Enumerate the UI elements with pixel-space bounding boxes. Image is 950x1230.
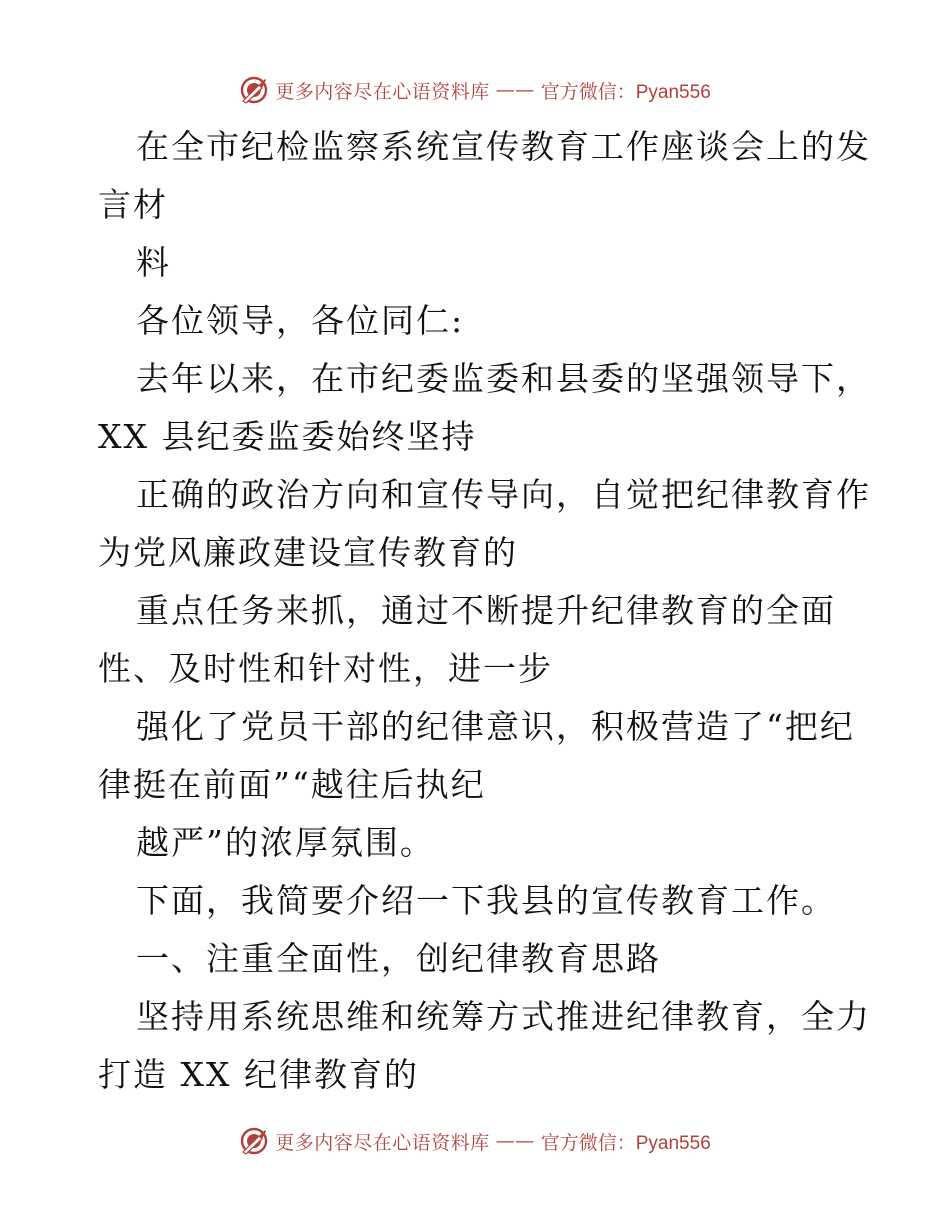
- pen-logo-icon: [239, 1126, 269, 1156]
- watermark-wechat: 官方微信：Pyan556: [540, 81, 711, 103]
- text-line: 一、注重全面性，创纪律教育思路: [136, 939, 661, 978]
- text-line: 各位领导，各位同仁:: [136, 301, 465, 340]
- text-line: 正确的政治方向和宣传导向，自觉把纪律教育作: [136, 475, 871, 514]
- watermark-brand: 更多内容尽在心语资料库: [275, 1131, 490, 1154]
- document-body: [98, 118, 871, 1104]
- footer-watermark: [0, 1121, 950, 1161]
- text-line: 律挺在前面”“越往后执纪: [98, 765, 486, 804]
- text-line: 坚持用系统思维和统筹方式推进纪律教育，全力: [136, 997, 871, 1036]
- text-line: 越严”的浓厚氛围。: [136, 823, 435, 862]
- text-line: 重点任务来抓，通过不断提升纪律教育的全面: [136, 591, 836, 630]
- text-line: 料: [136, 243, 171, 282]
- watermark-dash: ——: [495, 1130, 535, 1152]
- text-line: 性、及时性和针对性，进一步: [98, 649, 553, 688]
- text-line: XX 县纪委监委始终坚持: [98, 417, 477, 456]
- text-line: 为党风廉政建设宣传教育的: [98, 533, 518, 572]
- watermark-wechat: 官方微信：Pyan556: [540, 1132, 711, 1154]
- pen-logo-icon: [239, 75, 269, 105]
- watermark-dash: ——: [495, 79, 535, 101]
- text-line: 去年以来，在市纪委监委和县委的坚强领导下，: [136, 359, 871, 398]
- text-line: 言材: [98, 185, 168, 224]
- header-watermark: [0, 70, 950, 110]
- text-line: 下面，我简要介绍一下我县的宣传教育工作。: [136, 881, 836, 920]
- watermark-brand: 更多内容尽在心语资料库: [275, 80, 490, 103]
- text-line: 强化了党员干部的纪律意识，积极营造了“把纪: [136, 707, 855, 746]
- text-line: 打造 XX 纪律教育的: [98, 1055, 419, 1094]
- text-line: 在全市纪检监察系统宣传教育工作座谈会上的发: [136, 127, 871, 166]
